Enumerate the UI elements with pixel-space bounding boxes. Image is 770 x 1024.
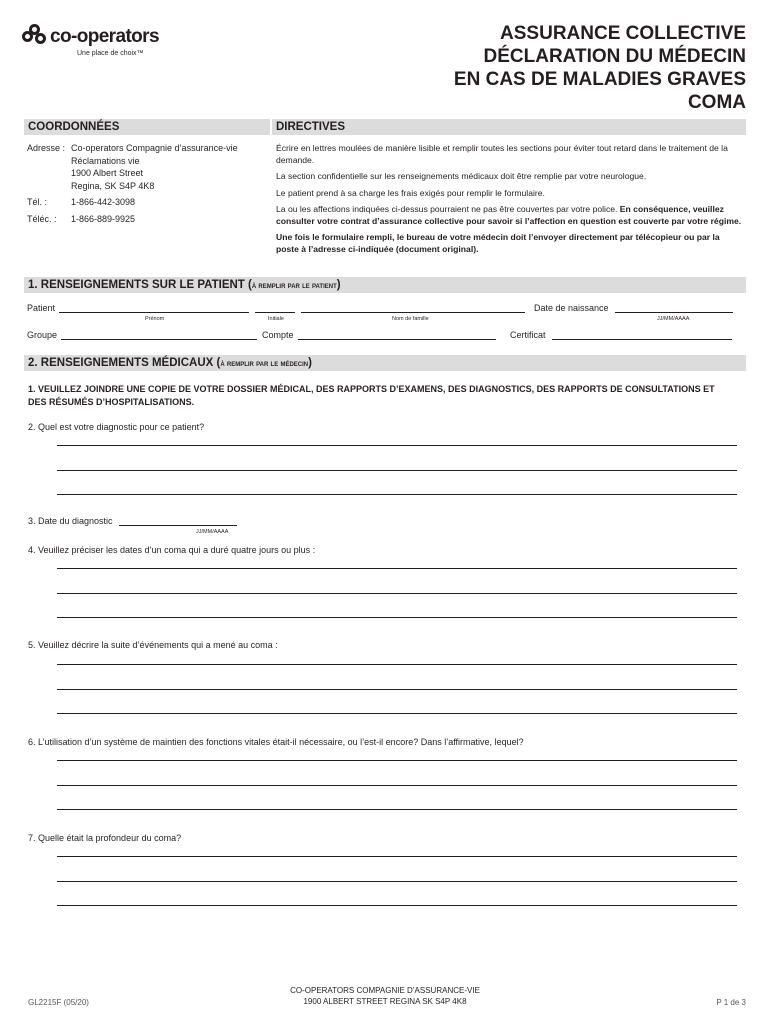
question-6: 6. L’utilisation d’un système de maintien des fonctions vitales était-il nécessaire, ou l’est-il encore? Dans l’affirmative, lequel? xyxy=(28,737,524,747)
coordonnees-heading: COORDONNÉES xyxy=(24,119,270,135)
question-4: 4. Veuillez préciser les dates d’un coma qui a duré quatre jours ou plus : xyxy=(28,545,316,555)
brand-tagline: Une place de choix™ xyxy=(77,50,144,57)
directives-heading: DIRECTIVES xyxy=(272,119,746,135)
answer-line[interactable] xyxy=(57,856,737,857)
certificat-input[interactable] xyxy=(552,330,732,340)
directives-text: Écrire en lettres moulées de manière lisible et remplir toutes les sections pour éviter tout retard dans le traitement de la demande. La section confidentielle sur les renseignements médicaux doit être remplie par votre neurologue. Le patient prend à sa charge les frais exigés pour remplir le formulaire. La ou les affections indiquées ci-dessus pourraient ne pas être couvertes par votre police. En conséquence, veuillez consulter votre contrat d’assurance collective pour savoir si l’affection en question est couverte par votre régime. Une fois le formulaire rempli, le bureau de votre médecin doit l’envoyer directement par télécopieur ou par la poste à l’adresse ci-indiquée (document original). xyxy=(276,143,742,255)
fax-number: 1-866-889-9925 xyxy=(71,213,136,224)
groupe-field[interactable]: Groupe xyxy=(27,330,257,340)
patient-initial-input[interactable] xyxy=(255,303,295,313)
answer-line[interactable] xyxy=(57,470,737,471)
question-2: 2. Quel est votre diagnostic pour ce patient? xyxy=(28,422,205,432)
answer-line[interactable] xyxy=(57,809,737,810)
answer-line[interactable] xyxy=(57,713,737,714)
compte-input[interactable] xyxy=(298,330,496,340)
question-7: 7. Quelle était la profondeur du coma? xyxy=(28,833,182,843)
groupe-input[interactable] xyxy=(61,330,257,340)
answer-line[interactable] xyxy=(57,881,737,882)
dob-field[interactable]: Date de naissance xyxy=(534,303,733,313)
page-number: P 1 de 3 xyxy=(716,998,746,1007)
compte-field[interactable]: Compte xyxy=(262,330,496,340)
certificat-field[interactable]: Certificat xyxy=(510,330,732,340)
answer-line[interactable] xyxy=(57,785,737,786)
brand-name: co-operators xyxy=(50,26,159,47)
answer-line[interactable] xyxy=(57,593,737,594)
patient-last-name-input[interactable] xyxy=(301,303,525,313)
phone-number: 1-866-442-3098 xyxy=(71,197,136,208)
contact-info: Adresse : Co-operators Compagnie d’assurance-vie Réclamations vie 1900 Albert Street Regina, SK S4P 4K8 Tél. : 1-866-442-3098 Téléc. : 1-866-889-9925 xyxy=(27,143,238,224)
answer-line[interactable] xyxy=(57,664,737,665)
question-3[interactable]: 3. Date du diagnostic xyxy=(28,516,237,526)
question-5: 5. Veuillez décrire la suite d’événements qui a mené au coma : xyxy=(28,640,278,650)
patient-first-name-input[interactable] xyxy=(59,303,249,313)
patient-field[interactable]: Patient xyxy=(27,303,525,313)
form-title: ASSURANCE COLLECTIVE DÉCLARATION DU MÉDECIN EN CAS DE MALADIES GRAVES COMA xyxy=(453,23,746,113)
question-1: 1. VEUILLEZ JOINDRE UNE COPIE DE VOTRE DOSSIER MÉDICAL, DES RAPPORTS D’EXAMENS, DES DIAGNOSTICS, DES RAPPORTS DE CONSULTATIONS ET DES RÉSUMÉS D’HOSPITALISATIONS. xyxy=(28,384,715,407)
dob-input[interactable] xyxy=(615,303,733,313)
footer-company: CO-OPERATORS COMPAGNIE D’ASSURANCE-VIE 1900 ALBERT STREET REGINA SK S4P 4K8 xyxy=(290,986,480,1006)
answer-line[interactable] xyxy=(57,760,737,761)
cooperators-logo-icon xyxy=(22,24,48,50)
answer-line[interactable] xyxy=(57,617,737,618)
answer-line[interactable] xyxy=(57,494,737,495)
answer-line[interactable] xyxy=(57,905,737,906)
answer-line[interactable] xyxy=(57,568,737,569)
section2-heading: 2. RENSEIGNEMENTS MÉDICAUX (à remplir par le médecin) xyxy=(24,355,746,371)
form-code: GL2215F (05/20) xyxy=(28,998,89,1007)
diagnosis-date-input[interactable] xyxy=(119,516,237,526)
company-logo xyxy=(22,24,159,50)
answer-line[interactable] xyxy=(57,445,737,446)
answer-line[interactable] xyxy=(57,689,737,690)
section1-heading: 1. RENSEIGNEMENTS SUR LE PATIENT (à remplir par le patient) xyxy=(24,277,746,293)
